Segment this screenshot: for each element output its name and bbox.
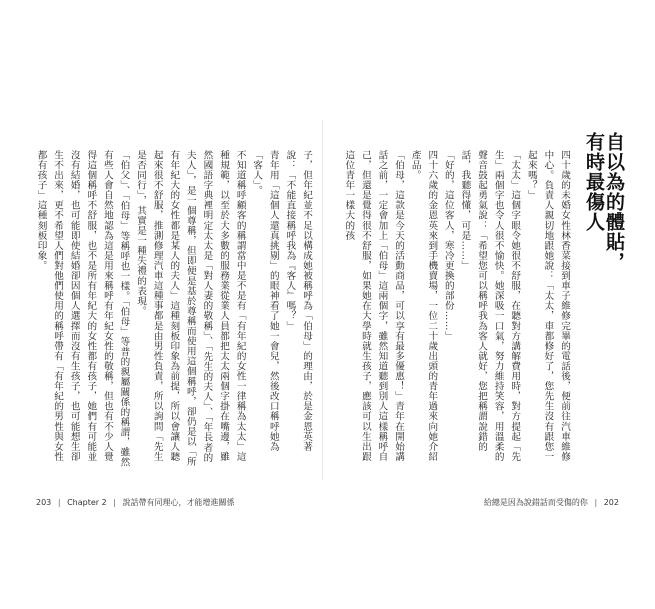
footer-separator: | <box>57 498 61 507</box>
right-running-title: 給總是因為說錯話而受傷的你 <box>483 498 588 507</box>
left-chapter-label: Chapter 2 <box>67 498 107 507</box>
section-heading: 自以為的體貼， 有時最傷人 <box>583 132 625 272</box>
left-page-footer <box>36 497 235 508</box>
right-page-footer <box>484 497 619 508</box>
right-page-number: 202 <box>603 498 619 507</box>
right-page-body: 四十歲的未婚女性林香菜接到車子維修完畢的電話後，便前往汽車維修中心。負責人親切地跟她說：「太太，車都修好了，您先生沒有跟您一起來嗎？」 「太太」這個字眼令她很不舒服，在聽對方講解費用時，對方提起「先生」兩個字也令人很不愉快。她深吸一口氣，努力維持笑容，用溫柔的聲音鼓起勇氣說：「希望您可以稱呼我為客人就好，您把稱謂說錯的話，我聽得懂，可是……」 「好的，這位客人，寒冷更換的部份……」 四十六歲的金恩英來到手機賣場，一位二十歲出頭的青年過來向她介紹產品。 「伯母，這款是今天的活動商品，可以享有最多優惠！」青年在開始講話之前，一定會加上「伯母」這兩個字，雖然知道聽到別人這樣稱呼自己，但還是覺得很不舒服，如果她在大學時就生孩子，應該可以生出跟這位青年一樣大的孩 <box>343 150 570 462</box>
left-page-number: 203 <box>36 498 52 507</box>
left-running-title: 說話帶有同理心，才能增進關係 <box>122 498 235 507</box>
footer-separator: | <box>594 498 598 507</box>
page-gutter <box>322 120 323 480</box>
left-page-body: 子，但年紀並不足以構成她被稱呼為「伯母」的理由，於是金恩英著說：「不能直接稱呼我為『客人』嗎？」 青年用「這個人還真挑剔」的眼神看了她一會兒，然後改口稱呼她為「客人」。 不知道稱呼顧客的稱謂當中是不是有「有年紀的女性一律稱為太太」這種規範，以至於大多數的服務業從業人員都把太太兩個字掛在嘴邊，雖然國語字典裡明定太太是「對人妻的敬稱」、「先生的夫人」、「年長者的夫人」，是一個尊稱，但即便是基於尊稱而使用這個稱呼，卻仍是以「所有年紀大的女性都是某人的夫人」這種刻板印象為前提，所以會讓人聽起來很不舒服，推測修理汽車這種事都是由男性負責，所以詢問「先生是否同行」，其實是一種失禮的表現。 「伯父」、「伯母」等稱呼也一樣。「伯母」等普的親屬關係的稱謂，雖然有些人會自然地認為這是用來稱呼有年紀女性的敬稱，但也有不少人覺得這個稱呼不舒服，也不是所有年紀大的女性都有孩子，她們有可能並沒有結婚，也可能即使結婚卻因個人選擇而沒有生孩子，也可能想生卻生不出來，更不希望人們對他們使用的稱呼帶有「有年紀的男性與女性都有孩子」這種刻板印象。 <box>35 150 312 468</box>
footer-separator: | <box>113 498 116 507</box>
